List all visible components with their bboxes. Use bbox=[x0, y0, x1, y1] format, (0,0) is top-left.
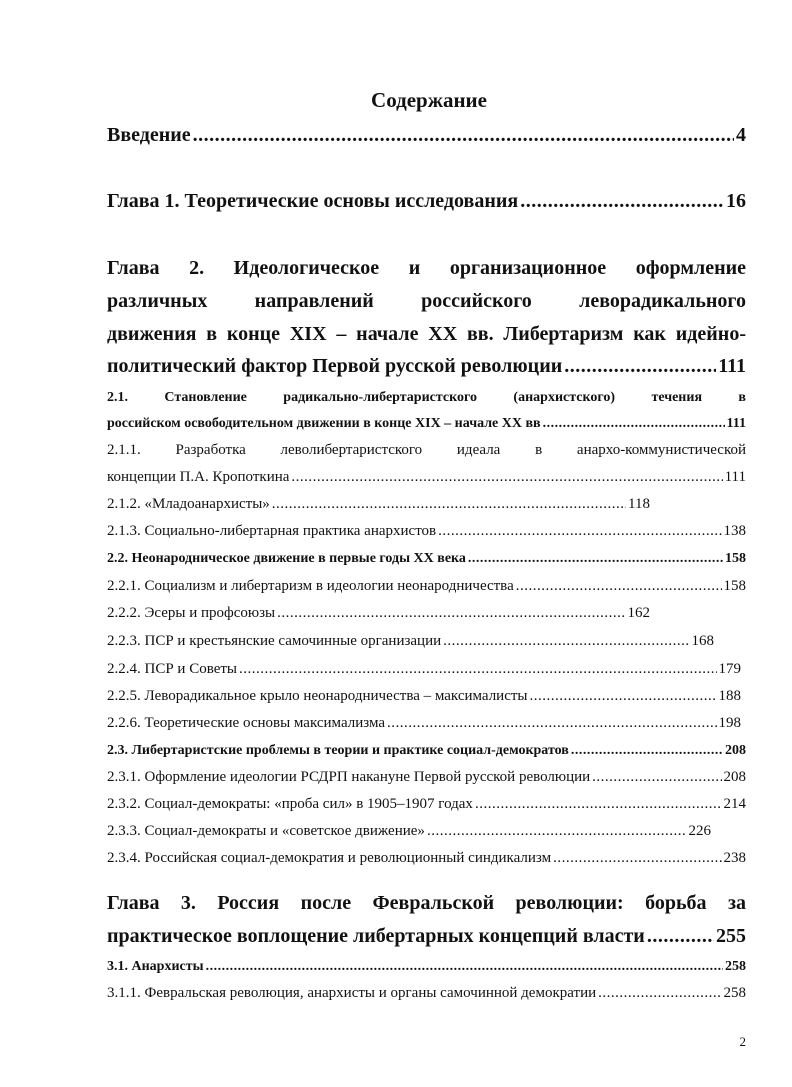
page-number: 2 bbox=[739, 1034, 746, 1049]
toc-page: 168 bbox=[691, 633, 714, 649]
toc-page: 138 bbox=[723, 523, 746, 539]
toc-page: 111 bbox=[718, 355, 746, 377]
toc-section-3-1[interactable] bbox=[107, 959, 746, 975]
toc-label: 2.2.1. Социализм и либертаризм в идеологии неонародничества bbox=[107, 578, 514, 594]
leader-dots bbox=[647, 925, 714, 948]
toc-section-2-3-2[interactable] bbox=[107, 796, 746, 813]
toc-label: 2.2.6. Теоретические основы максимализма bbox=[107, 715, 386, 731]
toc-label: 2.2.5. Леворадикальное крыло неонародничества – максималисты bbox=[107, 688, 528, 704]
toc-section-2-1-line2[interactable] bbox=[107, 416, 746, 432]
toc-label: 2.2.2. Эсеры и профсоюзы bbox=[107, 605, 276, 621]
toc-chapter-2-line2[interactable]: различных направлений российского леворадикального bbox=[107, 290, 746, 312]
toc-page: 255 bbox=[716, 925, 746, 947]
toc-page: 4 bbox=[736, 124, 746, 146]
leader-dots bbox=[475, 796, 722, 813]
toc-chapter-3-line2[interactable] bbox=[107, 925, 746, 948]
leader-dots bbox=[438, 523, 721, 540]
toc-section-2-2-1[interactable] bbox=[107, 578, 746, 595]
toc-section-2-2-4[interactable] bbox=[107, 661, 741, 678]
toc-label: Глава 1. Теоретические основы исследования bbox=[107, 190, 519, 212]
toc-label: 2.1.3. Социально-либертарная практика анархистов bbox=[107, 523, 437, 539]
toc-section-2-3-4[interactable] bbox=[107, 850, 746, 867]
leader-dots bbox=[291, 469, 722, 486]
toc-label: российском освободительном движении в конце XIX – начале XX вв bbox=[107, 416, 541, 431]
toc-label: 2.3.1. Оформление идеологии РСДРП накануне Первой русской революции bbox=[107, 769, 591, 785]
toc-section-2-1-1-line1[interactable]: 2.1.1. Разработка леволибертаристского идеала в анархо-коммунистической bbox=[107, 442, 746, 458]
toc-section-2-1-1-line2[interactable] bbox=[107, 469, 746, 486]
toc-section-2-2-2[interactable] bbox=[107, 605, 650, 622]
toc-page: 214 bbox=[723, 796, 746, 812]
toc-label: 2.2.4. ПСР и Советы bbox=[107, 661, 237, 677]
leader-dots bbox=[530, 688, 717, 705]
leader-dots bbox=[272, 496, 626, 513]
toc-label: 2.2.3. ПСР и крестьянские самочинные организации bbox=[107, 633, 442, 649]
leader-dots bbox=[427, 823, 687, 840]
toc-section-2-2[interactable] bbox=[107, 551, 746, 567]
toc-page: 188 bbox=[718, 688, 741, 704]
toc-label: 2.3.3. Социал-демократы и «советское движение» bbox=[107, 823, 425, 839]
toc-page: 226 bbox=[688, 823, 711, 839]
leader-dots bbox=[543, 416, 725, 432]
leader-dots bbox=[553, 850, 721, 867]
toc-section-3-1-1[interactable] bbox=[107, 985, 746, 1002]
toc-page: 111 bbox=[724, 469, 746, 485]
toc-chapter-1[interactable] bbox=[107, 190, 746, 213]
toc-chapter-2-line4[interactable] bbox=[107, 355, 746, 378]
toc-label: 2.1.2. «Младоанархисты» bbox=[107, 496, 270, 512]
leader-dots bbox=[520, 190, 724, 213]
leader-dots bbox=[592, 769, 721, 786]
leader-dots bbox=[571, 743, 723, 759]
toc-page: 258 bbox=[725, 959, 746, 974]
toc-page: 16 bbox=[726, 190, 746, 212]
toc-label: Введение bbox=[107, 124, 191, 146]
toc-page: 238 bbox=[723, 850, 746, 866]
leader-dots bbox=[516, 578, 722, 595]
leader-dots bbox=[206, 959, 723, 975]
toc-label: практическое воплощение либертарных концепций власти bbox=[107, 925, 645, 947]
leader-dots bbox=[277, 605, 625, 622]
toc-page: 158 bbox=[725, 551, 746, 566]
toc-chapter-2-line1[interactable]: Глава 2. Идеологическое и организационное оформление bbox=[107, 257, 746, 279]
leader-dots bbox=[598, 985, 721, 1002]
leader-dots bbox=[193, 124, 734, 147]
leader-dots bbox=[387, 715, 716, 732]
toc-section-2-1-3[interactable] bbox=[107, 523, 746, 540]
toc-section-2-2-6[interactable] bbox=[107, 715, 741, 732]
toc-intro[interactable] bbox=[107, 124, 746, 147]
toc-page: 179 bbox=[718, 661, 741, 677]
toc-label: 2.2. Неонародническое движение в первые годы XX века bbox=[107, 551, 466, 566]
toc-label: 3.1. Анархисты bbox=[107, 959, 204, 974]
toc-section-2-3[interactable] bbox=[107, 743, 746, 759]
leader-dots bbox=[468, 551, 723, 567]
toc-section-2-1-2[interactable] bbox=[107, 496, 650, 513]
toc-label: политический фактор Первой русской революции bbox=[107, 355, 563, 377]
toc-page: 198 bbox=[718, 715, 741, 731]
toc-section-2-3-3[interactable] bbox=[107, 823, 711, 840]
toc-page: 158 bbox=[723, 578, 746, 594]
toc-label: 2.3.4. Российская социал-демократия и революционный синдикализм bbox=[107, 850, 552, 866]
leader-dots bbox=[564, 355, 716, 378]
toc-page: 162 bbox=[627, 605, 650, 621]
toc-label: 2.3. Либертаристские проблемы в теории и практике социал-демократов bbox=[107, 743, 569, 758]
leader-dots bbox=[443, 633, 689, 650]
toc-section-2-1-line1[interactable]: 2.1. Становление радикально-либертаристского (анархистского) течения в bbox=[107, 390, 746, 405]
toc-page: 208 bbox=[725, 743, 746, 758]
toc-section-2-2-3[interactable] bbox=[107, 633, 714, 650]
toc-page: 258 bbox=[723, 985, 746, 1001]
toc-chapter-3-line1[interactable]: Глава 3. Россия после Февральской революции: борьба за bbox=[107, 892, 746, 914]
toc-section-2-3-1[interactable] bbox=[107, 769, 746, 786]
toc-label: концепции П.А. Кропоткина bbox=[107, 469, 290, 485]
toc-label: 3.1.1. Февральская революция, анархисты и органы самочинной демократии bbox=[107, 985, 597, 1001]
page-title: Содержание bbox=[371, 88, 487, 112]
leader-dots bbox=[239, 661, 717, 678]
toc-label: 2.3.2. Социал-демократы: «проба сил» в 1905–1907 годах bbox=[107, 796, 473, 812]
toc-section-2-2-5[interactable] bbox=[107, 688, 741, 705]
toc-page: 111 bbox=[726, 416, 746, 431]
toc-page: 208 bbox=[723, 769, 746, 785]
toc-chapter-2-line3[interactable]: движения в конце XIX – начале XX вв. Либертаризм как идейно- bbox=[107, 323, 746, 345]
toc-page: 118 bbox=[628, 496, 650, 512]
